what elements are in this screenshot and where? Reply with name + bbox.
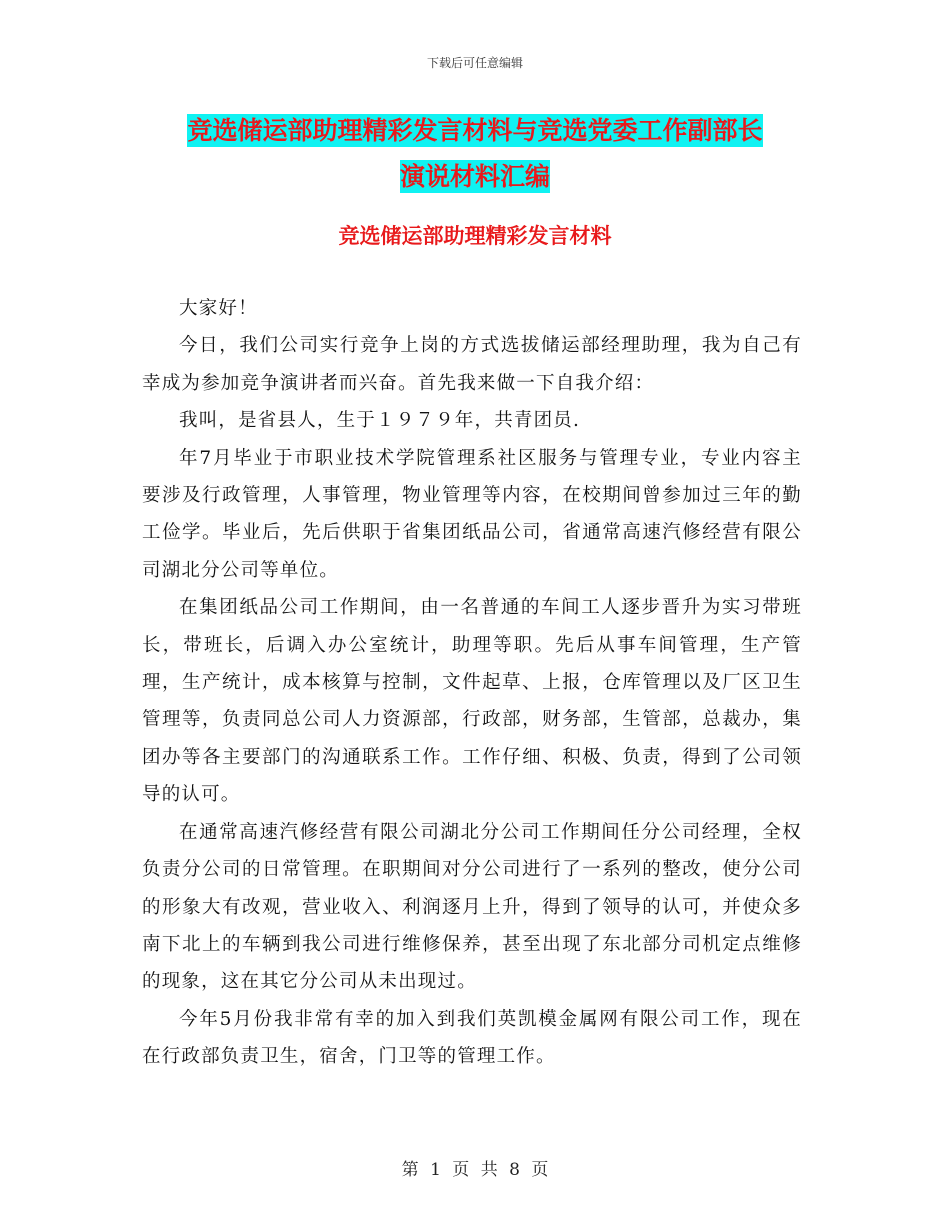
paragraph: 今年5月份我非常有幸的加入到我们英凯模金属网有限公司工作，现在在行政部负责卫生，宿舍，门卫等的管理工作。: [142, 1008, 802, 1068]
paragraph: 我叫，是省县人，生于１９７９年，共青团员.: [179, 410, 581, 432]
document-title-line-1: 竞选储运部助理精彩发言材料与竞选党委工作副部长: [187, 116, 763, 145]
body-text: [142, 290, 802, 1076]
paragraph: 在通常高速汽修经营有限公司湖北分公司工作期间任分公司经理，全权负责分公司的日常管理。在职期间对分公司进行了一系列的整改，使分公司的形象大有改观，营业收入、利润逐月上升，得到了领导的认可，并使众多南下北上的车辆到我公司进行维修保养，甚至出现了东北部分司机定点维修的现象，这在其它分公司从未出现过。: [142, 821, 802, 993]
paragraph: 今日，我们公司实行竞争上岗的方式选拔储运部经理助理，我为自己有幸成为参加竞争演讲者而兴奋。首先我来做一下自我介绍：: [142, 335, 802, 394]
section-title: 竞选储运部助理精彩发言材料: [338, 224, 612, 248]
paragraph: 在集团纸品公司工作期间，由一名普通的车间工人逐步晋升为实习带班长，带班长，后调入办公室统计，助理等职。先后从事车间管理，生产管理，生产统计，成本核算与控制，文件起草、上报，仓库管理以及厂区卫生管理等，负责同总公司人力资源部，行政部，财务部，生管部，总裁办，集团办等各主要部门的沟通联系工作。工作仔细、积极、负责，得到了公司领导的认可。: [142, 597, 802, 806]
document-title: [140, 108, 810, 200]
paragraph: 年7月毕业于市职业技术学院管理系社区服务与管理专业，专业内容主要涉及行政管理，人事管理，物业管理等内容，在校期间曾参加过三年的勤工俭学。毕业后，先后供职于省集团纸品公司，省通常高速汽修经营有限公司湖北分公司等单位。: [142, 447, 802, 581]
document-title-line-2: 演说材料汇编: [399, 162, 550, 191]
paragraph: 大家好！: [179, 298, 258, 319]
header-note: 下载后可任意编辑: [426, 56, 523, 70]
page-number-footer: 第 1 页 共 8 页: [401, 1160, 549, 1180]
